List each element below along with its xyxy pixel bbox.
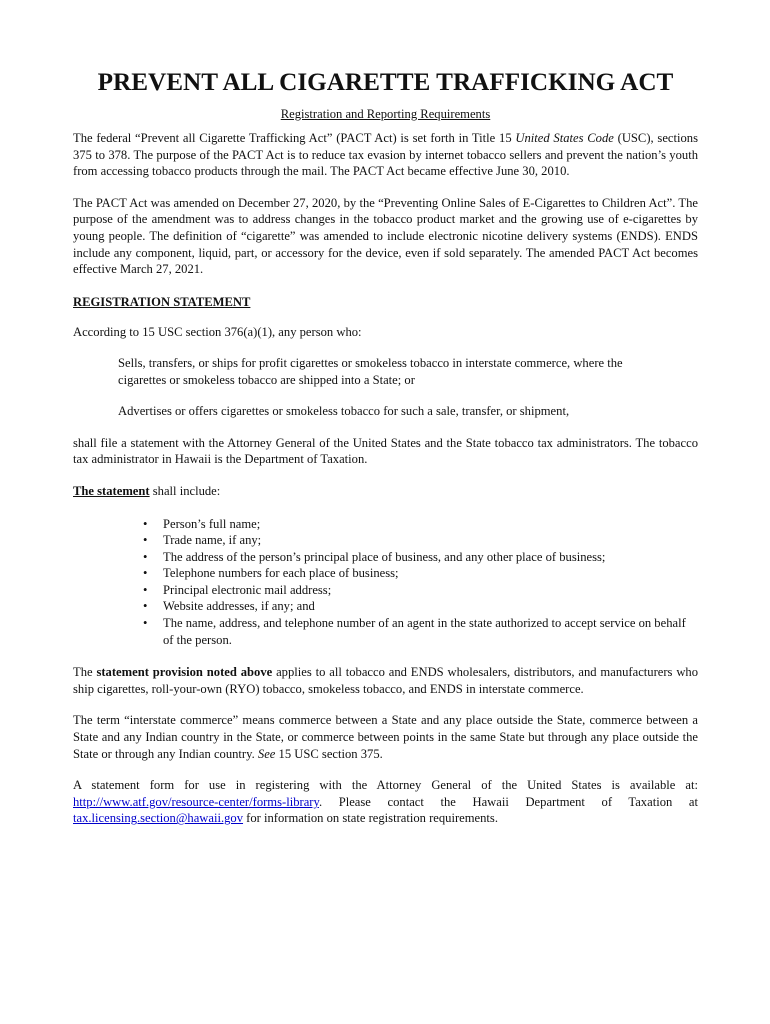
list-item-text: Website addresses, if any; and <box>163 599 315 614</box>
intro-text-1: The federal “Prevent all Cigarette Trafficking Act” (PACT Act) is set forth in Title 15 <box>73 131 516 145</box>
registration-heading: REGISTRATION STATEMENT <box>73 294 251 309</box>
applies-paragraph <box>73 664 698 697</box>
list-item <box>73 549 698 566</box>
bullet-icon: • <box>143 516 148 531</box>
according-paragraph: According to 15 USC section 376(a)(1), any person who: <box>73 325 362 340</box>
applies-bold: statement provision noted above <box>96 665 273 680</box>
list-item <box>73 516 698 533</box>
document-title: PREVENT ALL CIGARETTE TRAFFICKING ACT <box>97 69 674 96</box>
bullet-icon: • <box>143 549 148 564</box>
indent-item-advertises: Advertises or offers cigarettes or smokeless tobacco for such a sale, transfer, or shipment, <box>118 404 570 419</box>
list-item <box>73 582 698 599</box>
interstate-see-italic: See <box>257 746 276 761</box>
list-item-text: Telephone numbers for each place of business; <box>163 566 399 581</box>
shall-file-paragraph: shall file a statement with the Attorney General of the United States and the State tobacco tax administrators. The tobacco tax administrator in Hawaii is the Department of Taxation. <box>73 435 698 467</box>
interstate-text-1: The term “interstate commerce” means commerce between a State and any place outside the State, commerce between a State and any Indian country in the State, or commerce between points in the same State but through any place outside the State or through any Indian country. <box>73 713 698 761</box>
bullet-icon: • <box>143 599 148 614</box>
intro-usc-italic: United States Code <box>515 131 614 145</box>
applies-text-2: applies to all tobacco and ENDS wholesalers, distributors, and manufacturers who ship cigarettes, roll-your-own (RYO) tobacco, smokeless tobacco, and ENDS in interstate commerce. <box>73 665 699 696</box>
statement-include-text: shall include: <box>149 483 221 498</box>
interstate-text-2: 15 USC section 375. <box>275 746 383 761</box>
bullet-icon: • <box>143 582 148 597</box>
intro-paragraph <box>73 130 698 180</box>
statement-bold-label: The statement <box>73 483 150 498</box>
amendment-paragraph: The PACT Act was amended on December 27, 2020, by the “Preventing Online Sales of E-Cigarettes to Children Act”. The purpose of the amendment was to address changes in the tobacco product market and the growing use of e-cigarettes by young people. The definition of “cigarette” was amended to include electronic nicotine delivery systems (ENDS). ENDS include any component, liquid, part, or accessory for the device, even if sold separately. The amended PACT Act becomes effective March 27, 2021. <box>73 195 698 277</box>
form-info-text-2: . Please contact the Hawaii Department of Taxation at <box>318 794 698 809</box>
bullet-icon: • <box>143 533 148 548</box>
intro-text-2: (USC), sections 375 to 378. The purpose of the PACT Act is to reduce tax evasion by internet tobacco sellers and prevent the nation’s youth from accessing tobacco products through the mail. The PACT Act became effective June 30, 2010. <box>73 131 698 179</box>
form-info-text-3: for information on state registration requirements. <box>243 811 498 826</box>
list-item-text: The name, address, and telephone number of an agent in the state authorized to accept service on behalf of the person. <box>163 616 686 647</box>
bullet-icon: • <box>143 616 148 631</box>
list-item-text: Principal electronic mail address; <box>163 582 332 597</box>
applies-text-1: The <box>73 665 97 680</box>
list-item <box>73 565 698 582</box>
list-item-text: Trade name, if any; <box>163 533 262 548</box>
list-item-text: Person’s full name; <box>163 516 261 531</box>
interstate-commerce-paragraph <box>73 712 698 762</box>
bullet-icon: • <box>143 566 148 581</box>
statement-requirements-list <box>73 516 698 649</box>
tax-licensing-email-link[interactable]: tax.licensing.section@hawaii.gov <box>73 811 244 826</box>
list-item-text: The address of the person’s principal place of business, and any other place of business; <box>163 549 606 564</box>
list-item <box>73 598 698 615</box>
form-info-text-1: A statement form for use in registering with the Attorney General of the United States is available at: <box>73 778 698 793</box>
indent-item-sells: Sells, transfers, or ships for profit cigarettes or smokeless tobacco in interstate commerce, where the cigarettes or smokeless tobacco are shipped into a State; or <box>118 355 623 387</box>
list-item <box>73 615 698 648</box>
form-info-paragraph <box>73 777 698 827</box>
list-item <box>73 532 698 549</box>
atf-forms-link[interactable]: http://www.atf.gov/resource-center/forms-library <box>73 794 319 809</box>
document-subtitle: Registration and Reporting Requirements <box>280 107 491 121</box>
document-page <box>73 69 699 827</box>
statement-include-paragraph <box>73 483 698 500</box>
